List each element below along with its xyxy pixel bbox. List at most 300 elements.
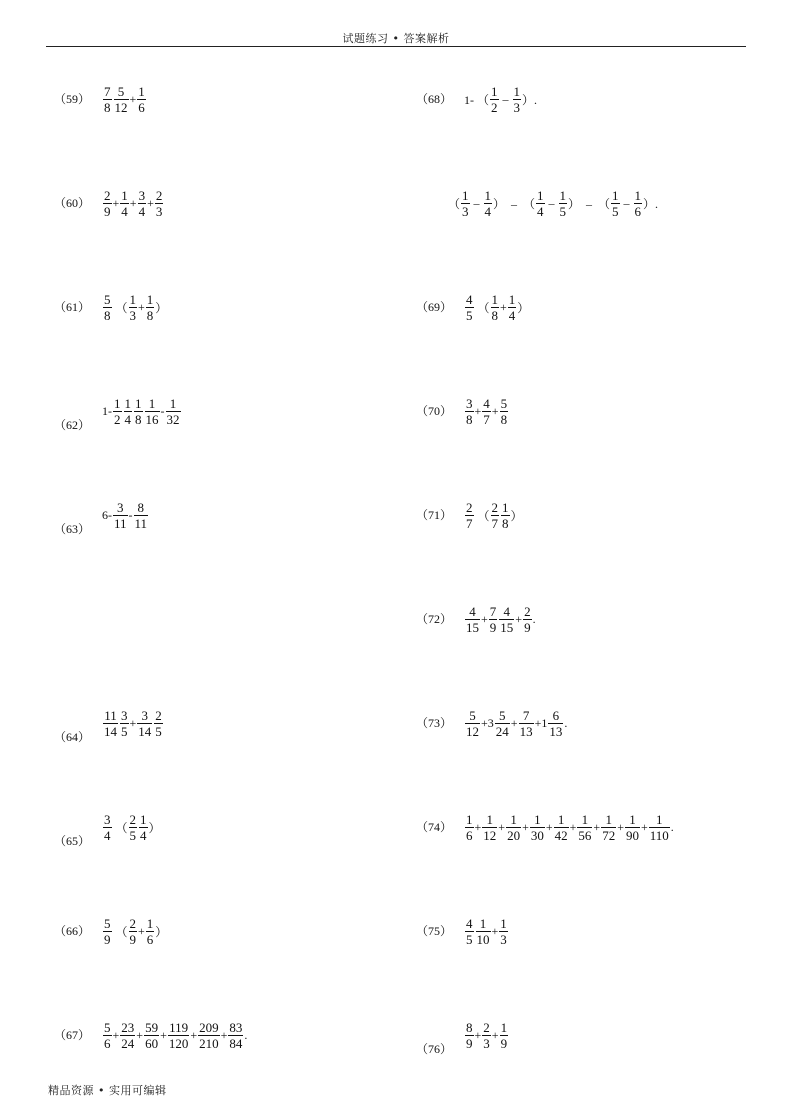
denominator: 6 [104, 1035, 111, 1051]
expression-text: . [532, 611, 536, 626]
numerator: 4 [466, 291, 473, 307]
fraction [129, 916, 138, 947]
operator: + [474, 819, 482, 834]
numerator: 23 [121, 1019, 135, 1035]
numerator: 2 [104, 187, 111, 203]
denominator: 4 [121, 203, 128, 219]
fraction [103, 708, 118, 739]
problem-number: （73） [416, 716, 453, 730]
denominator: 8 [104, 99, 111, 115]
denominator: 9 [466, 1035, 473, 1051]
problem-expression [464, 82, 537, 116]
numerator: 2 [155, 187, 163, 203]
numerator: 1 [114, 395, 121, 411]
numerator: 3 [138, 187, 146, 203]
numerator: 4 [503, 603, 511, 619]
problem-number: （61） [54, 300, 91, 314]
numerator: 2 [129, 915, 137, 931]
denominator: 2 [491, 99, 498, 115]
denominator: 9 [104, 203, 111, 219]
problem-expression [102, 186, 164, 220]
denominator: 56 [578, 827, 592, 843]
fraction [114, 84, 129, 115]
operator: – [470, 195, 483, 210]
numerator: 1 [508, 291, 516, 307]
denominator: 4 [508, 307, 516, 323]
numerator: 1 [124, 395, 131, 411]
fraction [489, 604, 498, 635]
fraction [500, 396, 509, 427]
expression-text: （ [112, 924, 128, 939]
fraction [490, 84, 499, 115]
problem-expression [102, 82, 147, 116]
operator: + [129, 715, 137, 730]
fraction [625, 812, 640, 843]
operator: + [500, 299, 507, 314]
denominator: 5 [559, 203, 567, 219]
fraction [482, 1020, 491, 1051]
denominator: 210 [199, 1035, 219, 1051]
denominator: 15 [500, 619, 514, 635]
expression-text: （ [112, 820, 128, 835]
fraction [120, 1020, 135, 1051]
problem-expression [102, 1018, 247, 1052]
numerator: 1 [534, 811, 541, 827]
fraction [482, 396, 491, 427]
operator: – [545, 195, 558, 210]
numerator: 6 [552, 707, 560, 723]
denominator: 8 [135, 411, 142, 427]
operator: + [112, 195, 120, 210]
fraction [103, 812, 112, 843]
denominator: 15 [466, 619, 479, 635]
numerator: 7 [104, 83, 111, 99]
fraction [144, 1020, 159, 1051]
denominator: 6 [466, 827, 473, 843]
operator: – [620, 195, 633, 210]
numerator: 1 [500, 1019, 508, 1035]
denominator: 5 [466, 931, 473, 947]
denominator: 4 [484, 203, 492, 219]
problem-number: （70） [416, 404, 453, 418]
fraction [138, 188, 147, 219]
numerator: 1 [135, 395, 142, 411]
denominator: 5 [129, 827, 137, 843]
operator: + [474, 1027, 482, 1042]
fraction [506, 812, 521, 843]
operator: + [491, 923, 499, 938]
problem-expression [464, 602, 536, 636]
numerator: 1 [146, 291, 154, 307]
denominator: 5 [155, 723, 162, 739]
expression-text: 6- [102, 507, 112, 522]
fraction [495, 708, 510, 739]
operator: + [129, 91, 137, 106]
denominator: 12 [466, 723, 479, 739]
fraction [499, 604, 514, 635]
denominator: 5 [466, 307, 473, 323]
numerator: 11 [104, 707, 117, 723]
problem-expression [464, 810, 674, 844]
numerator: 2 [483, 1019, 490, 1035]
operator: + [220, 1027, 228, 1042]
numerator: 4 [483, 395, 490, 411]
denominator: 9 [524, 619, 531, 635]
denominator: 24 [495, 723, 509, 739]
numerator: 1 [138, 83, 145, 99]
operator: - [128, 507, 133, 522]
problem-expression [102, 394, 182, 428]
fraction [465, 916, 474, 947]
expression-text: ） [155, 924, 168, 939]
denominator: 7 [483, 411, 490, 427]
denominator: 9 [489, 619, 497, 635]
fraction [465, 1020, 474, 1051]
numerator: 4 [466, 915, 473, 931]
numerator: 1 [121, 187, 128, 203]
numerator: 5 [500, 395, 508, 411]
numerator: 7 [489, 603, 497, 619]
fraction [146, 916, 155, 947]
numerator: 1 [557, 811, 565, 827]
numerator: 5 [104, 291, 111, 307]
fraction [465, 500, 474, 531]
expression-text: ） [155, 300, 168, 315]
fraction [484, 188, 493, 219]
denominator: 7 [491, 515, 499, 531]
problem-expression [464, 290, 529, 324]
denominator: 11 [134, 515, 148, 531]
numerator: 5 [117, 83, 125, 99]
denominator: 120 [168, 1035, 189, 1051]
fraction [198, 1020, 220, 1051]
problem-number: （76） [416, 1042, 453, 1056]
fraction [500, 1020, 509, 1051]
problem-number: （62） [54, 418, 91, 432]
fraction [559, 188, 568, 219]
numerator: 1 [612, 187, 619, 203]
fraction [476, 916, 491, 947]
operator: + [160, 1027, 167, 1042]
numerator: 1 [537, 187, 544, 203]
fraction [501, 500, 510, 531]
problem-number: （71） [416, 508, 453, 522]
denominator: 60 [145, 1035, 159, 1051]
problem-expression [464, 1018, 509, 1052]
denominator: 7 [466, 515, 473, 531]
denominator: 4 [124, 411, 131, 427]
operator: + [147, 195, 154, 210]
numerator: 8 [137, 499, 145, 515]
denominator: 3 [129, 307, 137, 323]
numerator: 1 [466, 811, 473, 827]
numerator: 3 [121, 707, 128, 723]
expression-text: ） [148, 820, 161, 835]
expression-text: . [670, 819, 674, 834]
denominator: 3 [483, 1035, 490, 1051]
denominator: 90 [625, 827, 639, 843]
denominator: 12 [114, 99, 128, 115]
operator: + [545, 819, 553, 834]
denominator: 3 [500, 931, 507, 947]
denominator: 4 [140, 827, 147, 843]
expression-text: +1 [534, 715, 548, 730]
expression-text: ）. [522, 92, 538, 107]
numerator: 1 [656, 811, 663, 827]
problem-number: （65） [54, 834, 91, 848]
problem-number: （64） [54, 730, 91, 744]
denominator: 4 [138, 203, 146, 219]
expression-text: 1- （ [464, 92, 489, 107]
denominator: 110 [649, 827, 669, 843]
fraction [530, 812, 545, 843]
fraction [137, 708, 152, 739]
fraction [634, 188, 643, 219]
fraction [491, 500, 500, 531]
numerator: 1 [484, 187, 492, 203]
denominator: 13 [519, 723, 533, 739]
denominator: 4 [537, 203, 544, 219]
fraction [499, 916, 508, 947]
denominator: 8 [104, 307, 111, 323]
problem-expression [464, 498, 523, 532]
numerator: 1 [146, 915, 154, 931]
fraction [129, 812, 138, 843]
numerator: 5 [104, 1019, 111, 1035]
fraction [577, 812, 592, 843]
problem-expression [102, 498, 149, 532]
numerator: 2 [491, 499, 499, 515]
header-rule [46, 46, 746, 47]
numerator: 1 [500, 915, 507, 931]
fraction [611, 188, 620, 219]
denominator: 42 [554, 827, 568, 843]
denominator: 2 [114, 411, 121, 427]
denominator: 10 [476, 931, 490, 947]
fraction [465, 292, 474, 323]
fraction [465, 812, 474, 843]
denominator: 4 [104, 827, 111, 843]
fraction [536, 188, 545, 219]
numerator: 1 [510, 811, 517, 827]
numerator: 8 [466, 1019, 473, 1035]
fraction [649, 812, 670, 843]
denominator: 13 [549, 723, 563, 739]
operator: + [138, 299, 145, 314]
fraction [491, 292, 500, 323]
problem-number: （69） [416, 300, 453, 314]
numerator: 83 [229, 1019, 243, 1035]
numerator: 1 [148, 395, 156, 411]
problem-number: （72） [416, 612, 453, 626]
denominator: 8 [146, 307, 154, 323]
problem-number: （63） [54, 522, 91, 536]
operator: + [617, 819, 624, 834]
fraction [139, 812, 148, 843]
expression-text: . [564, 715, 568, 730]
denominator: 9 [129, 931, 137, 947]
fraction [166, 396, 181, 427]
operator: + [112, 1027, 120, 1042]
fraction [465, 396, 474, 427]
denominator: 16 [145, 411, 159, 427]
denominator: 11 [114, 515, 127, 531]
fraction [601, 812, 616, 843]
numerator: 3 [117, 499, 124, 515]
operator: - [160, 403, 165, 418]
problem-number: （60） [54, 196, 91, 210]
denominator: 3 [513, 99, 520, 115]
numerator: 209 [199, 1019, 219, 1035]
problem-expression [464, 394, 509, 428]
problem-expression [102, 706, 164, 740]
numerator: 2 [129, 811, 137, 827]
numerator: 1 [479, 915, 487, 931]
operator: + [136, 1027, 144, 1042]
fraction [137, 84, 146, 115]
denominator: 9 [500, 1035, 508, 1051]
numerator: 1 [559, 187, 567, 203]
fraction [482, 812, 497, 843]
fraction [134, 500, 149, 531]
numerator: 1 [513, 83, 520, 99]
problem-number: （74） [416, 820, 453, 834]
numerator: 1 [129, 291, 137, 307]
problem-expression [102, 914, 167, 948]
expression-text: . [244, 1027, 248, 1042]
operator: + [522, 819, 529, 834]
expression-text: ）. [643, 196, 659, 211]
problem-expression [102, 810, 161, 844]
fraction [103, 188, 112, 219]
problem-number: （68） [416, 92, 453, 106]
operator: + [498, 819, 506, 834]
denominator: 9 [104, 931, 111, 947]
numerator: 1 [486, 811, 494, 827]
expression-text: （ [448, 196, 461, 211]
fraction [120, 708, 129, 739]
operator: + [515, 611, 523, 626]
denominator: 5 [612, 203, 619, 219]
denominator: 5 [121, 723, 128, 739]
fraction [168, 1020, 190, 1051]
numerator: 1 [581, 811, 589, 827]
operator: + [569, 819, 577, 834]
fraction [554, 812, 569, 843]
expression-text: （ [474, 508, 490, 523]
expression-text: 1- [102, 403, 112, 418]
expression-text: ） [510, 508, 523, 523]
fraction [103, 84, 112, 115]
numerator: 4 [469, 603, 476, 619]
page-header: 试题练习 • 答案解析 [342, 32, 450, 45]
numerator: 1 [462, 187, 469, 203]
fraction [103, 916, 112, 947]
denominator: 30 [530, 827, 544, 843]
denominator: 12 [483, 827, 497, 843]
denominator: 3 [155, 203, 163, 219]
numerator: 1 [502, 499, 509, 515]
expression-text: ） [517, 300, 530, 315]
denominator: 8 [491, 307, 499, 323]
numerator: 1 [140, 811, 147, 827]
fraction [519, 708, 534, 739]
numerator: 3 [104, 811, 111, 827]
expression-text: ） – （ [568, 196, 611, 211]
numerator: 119 [169, 1019, 189, 1035]
fraction [154, 708, 163, 739]
operator: + [190, 1027, 198, 1042]
denominator: 6 [138, 99, 145, 115]
denominator: 20 [507, 827, 521, 843]
fraction [103, 292, 112, 323]
fraction [508, 292, 517, 323]
operator: + [593, 819, 601, 834]
denominator: 32 [166, 411, 180, 427]
denominator: 24 [121, 1035, 135, 1051]
fraction [155, 188, 164, 219]
operator: + [474, 403, 482, 418]
numerator: 59 [145, 1019, 159, 1035]
expression-text: ） – （ [493, 196, 536, 211]
numerator: 1 [605, 811, 612, 827]
denominator: 8 [466, 411, 473, 427]
denominator: 6 [634, 203, 642, 219]
operator: + [491, 1027, 499, 1042]
numerator: 7 [522, 707, 530, 723]
problem-expression [448, 186, 658, 220]
page-footer: 精品资源 • 实用可编辑 [48, 1084, 167, 1097]
numerator: 5 [499, 707, 506, 723]
denominator: 8 [502, 515, 509, 531]
numerator: 1 [169, 395, 177, 411]
numerator: 5 [104, 915, 111, 931]
numerator: 3 [466, 395, 473, 411]
numerator: 2 [466, 499, 473, 515]
expression-text: （ [112, 300, 128, 315]
fraction [134, 396, 143, 427]
operator: + [129, 195, 137, 210]
fraction [465, 708, 480, 739]
fraction [461, 188, 470, 219]
fraction [113, 396, 122, 427]
denominator: 8 [500, 411, 508, 427]
operator: – [499, 91, 512, 106]
denominator: 14 [138, 723, 152, 739]
fraction [113, 500, 128, 531]
denominator: 84 [229, 1035, 243, 1051]
fraction [228, 1020, 243, 1051]
denominator: 3 [462, 203, 469, 219]
numerator: 2 [155, 707, 162, 723]
expression-text: +3 [481, 715, 494, 730]
problem-expression [464, 914, 509, 948]
problem-number: （66） [54, 924, 91, 938]
numerator: 1 [491, 291, 499, 307]
fraction [103, 1020, 112, 1051]
fraction [146, 292, 155, 323]
problem-expression [464, 706, 567, 740]
numerator: 1 [629, 811, 636, 827]
numerator: 2 [524, 603, 531, 619]
fraction [124, 396, 133, 427]
fraction [513, 84, 522, 115]
fraction [145, 396, 160, 427]
operator: + [491, 403, 499, 418]
problem-number: （59） [54, 92, 91, 106]
denominator: 72 [602, 827, 616, 843]
numerator: 3 [141, 707, 149, 723]
